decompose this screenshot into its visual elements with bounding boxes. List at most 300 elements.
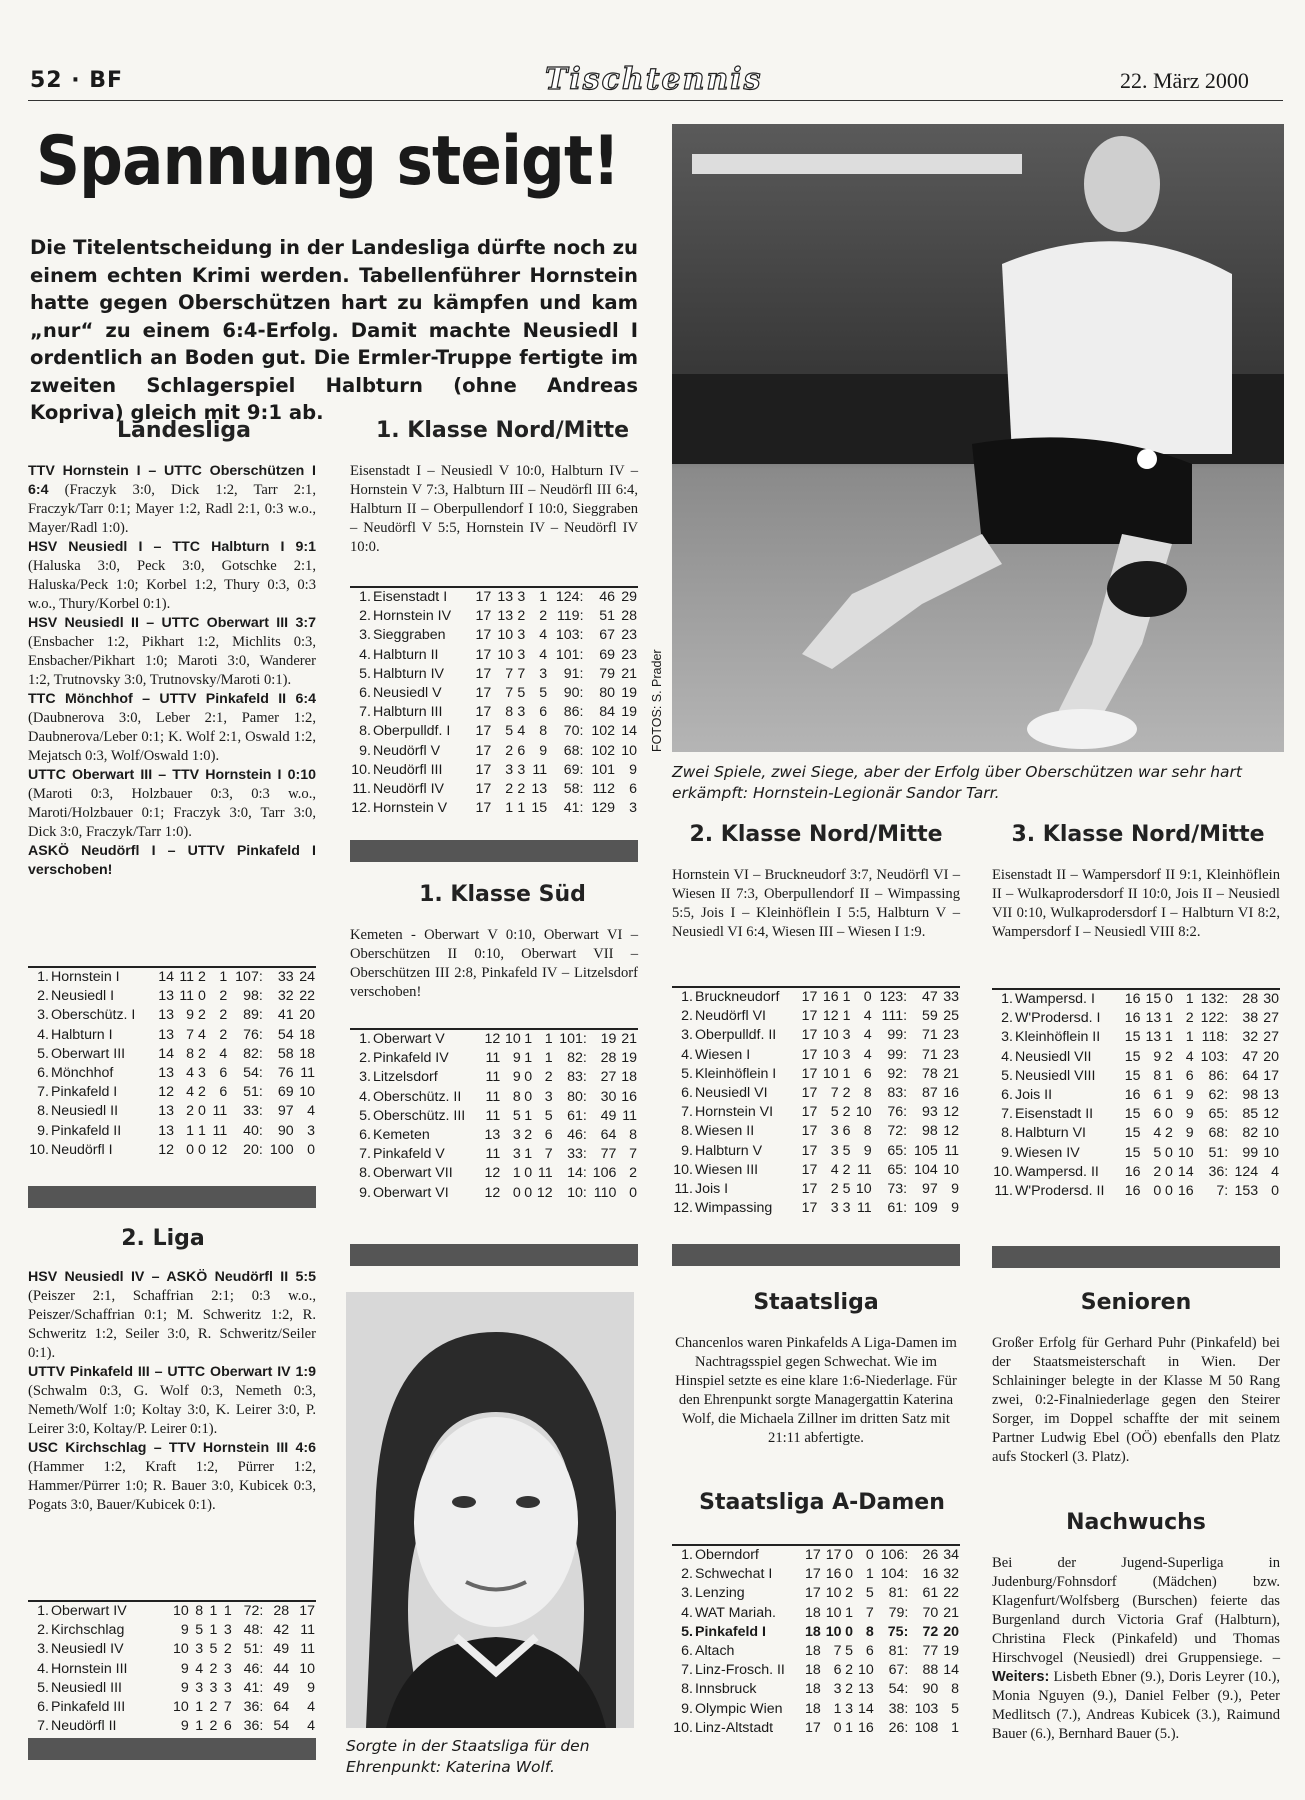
stat-cell: 5.	[681, 1623, 693, 1640]
stat-cell: 64	[600, 1127, 617, 1144]
stat-cell: 15	[1124, 1106, 1141, 1123]
stat-cell: 3	[517, 646, 526, 663]
stat-cell: 99:	[887, 1046, 908, 1063]
stat-cell: 4	[863, 1027, 872, 1044]
team-name: Eisenstadt II	[1015, 1106, 1094, 1123]
stat-cell: 4	[307, 1699, 315, 1716]
stat-cell: 7	[629, 1146, 637, 1163]
stat-cell: 32	[277, 988, 294, 1005]
stat-cell: 54	[277, 1026, 294, 1043]
match-details: (Schwalm 0:3, G. Wolf 0:3, Nemeth 0:3, Nemeth/Wolf 1:0; Koltay 3:0, K. Leirer 3:0, P. Leirer 3:0, Koltay/P. Leirer 0:1).	[28, 1383, 316, 1437]
stat-cell: 24	[299, 969, 315, 985]
stat-cell: 17	[475, 723, 492, 740]
k3nm-table-footer	[992, 1246, 1280, 1268]
team-name: Neusiedl I	[51, 988, 115, 1005]
stat-cell: 12	[158, 1141, 174, 1158]
stat-cell: 106	[592, 1165, 617, 1182]
stat-cell: 0	[198, 988, 206, 1005]
team-name: Pinkafeld V	[373, 1146, 445, 1163]
stat-cell: 3	[198, 1065, 206, 1082]
stat-cell: 64	[273, 1699, 290, 1716]
stat-cell: 8.	[359, 723, 371, 740]
stat-cell: 10	[621, 742, 637, 759]
table-row	[992, 1144, 1280, 1163]
stat-cell: 54:	[243, 1065, 263, 1082]
stat-cell: 0	[865, 1547, 874, 1563]
team-name: Neusiedl II	[51, 1103, 119, 1120]
match-report	[28, 1363, 316, 1439]
stat-cell: 9	[951, 1200, 959, 1217]
team-name: Halbturn II	[373, 646, 439, 663]
table-row	[350, 722, 638, 741]
stat-cell: 38	[1242, 1010, 1259, 1027]
stat-cell: 10	[1177, 1144, 1194, 1161]
match-result: ASKÖ Neudörfl I – UTTV Pinkafeld I verschoben!	[28, 843, 316, 878]
stat-cell: 78	[921, 1065, 938, 1082]
match-report	[28, 766, 316, 842]
stat-cell: 106:	[880, 1547, 909, 1563]
stat-cell: 30	[1263, 991, 1279, 1007]
stat-cell: 64	[1242, 1067, 1259, 1084]
stat-cell: 6	[219, 1065, 228, 1082]
table-row	[350, 1088, 638, 1107]
stat-cell: 16	[943, 1085, 959, 1102]
stat-cell: 17	[475, 742, 492, 759]
stat-cell: 10.	[673, 1161, 693, 1178]
table-row	[672, 1161, 960, 1180]
stat-cell: 0	[833, 1719, 842, 1736]
stat-cell: 1	[223, 1603, 232, 1619]
stat-cell: 82:	[567, 1050, 587, 1067]
portrait-image	[346, 1292, 634, 1728]
stat-cell: 2.	[681, 1008, 693, 1025]
team-name: Neudörfl VI	[695, 1008, 766, 1025]
stat-cell: 102	[591, 742, 616, 759]
stat-cell: 14	[158, 969, 174, 985]
stat-cell: 10	[504, 1031, 521, 1047]
stat-cell: 90:	[563, 685, 584, 702]
stat-cell: 7.	[37, 1084, 49, 1101]
stat-cell: 9	[186, 1007, 195, 1024]
stat-cell: 1	[524, 1107, 533, 1124]
table-row	[672, 1700, 960, 1719]
team-name: Schwechat I	[695, 1566, 773, 1583]
stat-cell: 18	[299, 1026, 315, 1043]
stat-cell: 8	[865, 1623, 874, 1640]
stat-cell: 103	[914, 1700, 939, 1717]
stat-cell: 124:	[555, 589, 584, 605]
photo-caption-wolf: Sorgte in der Staatsliga für den Ehrenpunkt: Katerina Wolf.	[346, 1737, 590, 1776]
stat-cell: 8	[195, 1603, 204, 1619]
stat-cell: 13	[158, 1026, 174, 1043]
match-details: (Hammer 1:2, Kraft 1:2, Pürrer 1:2, Hammer/Pürrer 1:0; R. Bauer 3:0, Kubicek 0:3, Pogats 3:0, Bauer/Kubicek 0:1).	[28, 1459, 316, 1513]
stat-cell: 1	[833, 1700, 842, 1717]
stat-cell: 28	[1242, 991, 1259, 1007]
section-title: Tischtennis	[545, 62, 763, 97]
table-row	[350, 1164, 638, 1183]
stat-cell: 17	[475, 704, 492, 721]
stat-cell: 72:	[243, 1603, 264, 1619]
stat-cell: 93	[921, 1104, 938, 1121]
stat-cell: 2	[223, 1641, 232, 1658]
stat-cell: 7	[865, 1604, 874, 1621]
stat-cell: 5	[517, 685, 526, 702]
stat-cell: 7	[517, 665, 526, 682]
stat-cell: 30	[600, 1088, 617, 1105]
stat-cell: 77	[600, 1146, 617, 1163]
stat-cell: 3	[517, 761, 526, 778]
stat-cell: 14	[621, 723, 637, 740]
stat-cell: 12	[158, 1084, 174, 1101]
table-row	[28, 1141, 316, 1160]
headline: Spannung steigt!	[36, 122, 620, 201]
team-name: Oberpulldf. I	[373, 723, 451, 740]
stat-cell: 3	[830, 1142, 839, 1159]
stat-cell: 5.	[359, 665, 371, 682]
stat-cell: 14:	[567, 1165, 587, 1182]
table-row	[672, 1719, 960, 1738]
stat-cell: 10.	[673, 1719, 693, 1736]
k3nm-table	[992, 988, 1280, 1201]
k1s-results: Kemeten - Oberwart V 0:10, Oberwart VI – Oberschützen II 0:10, Oberwart VII – Oberschützen III 2:8, Pinkafeld IV – Litzelsdorf verschoben!	[350, 927, 638, 1000]
stat-cell: 3	[209, 1679, 218, 1696]
stat-cell: 27	[600, 1069, 617, 1086]
stat-cell: 1	[209, 1603, 218, 1619]
table-row	[992, 1028, 1280, 1047]
stat-cell: 79:	[888, 1604, 909, 1621]
stat-cell: 4.	[37, 1026, 49, 1043]
team-name: Pinkafeld III	[51, 1699, 126, 1716]
staatsliga-text: Chancenlos waren Pinkafelds A Liga-Damen im Nachtragsspiel gegen Schwechat. Wie im Hinspiel setzte es eine klare 1:6-Niederlage. Für den Ehrenpunkt sorgte Managergattin Katerina Wolf, die Michaela Zillner im dritten Satz mit 21:11 abfertigte.	[675, 1335, 957, 1446]
stat-cell: 69	[277, 1084, 294, 1101]
stat-cell: 29	[621, 589, 637, 605]
stat-cell: 105	[914, 1142, 938, 1159]
stat-cell: 40:	[243, 1122, 263, 1139]
stat-cell: 58	[277, 1045, 294, 1062]
stat-cell: 4	[219, 1045, 228, 1062]
stat-cell: 4	[198, 1026, 206, 1043]
stat-cell: 1	[865, 1566, 874, 1583]
stat-cell: 17	[825, 1547, 842, 1563]
stat-cell: 0	[1164, 991, 1173, 1007]
team-name: Bruckneudorf	[695, 989, 780, 1005]
table-row	[672, 1046, 960, 1065]
table-row	[992, 1067, 1280, 1086]
stat-cell: 2	[209, 1660, 218, 1677]
stat-cell: 6.	[1001, 1087, 1013, 1104]
stat-cell: 36:	[243, 1699, 264, 1716]
match-report	[28, 1439, 316, 1515]
stat-cell: 8	[186, 1045, 195, 1062]
team-name: Neudörfl I	[51, 1141, 113, 1158]
stat-cell: 11	[179, 988, 195, 1005]
team-name: Neusiedl VIII	[1015, 1067, 1096, 1084]
table-row	[672, 1103, 960, 1122]
stat-cell: 17	[1263, 1067, 1279, 1084]
stat-cell: 89:	[243, 1007, 263, 1024]
stat-cell: 88	[922, 1662, 939, 1679]
stat-cell: 59	[921, 1008, 938, 1025]
team-name: Litzelsdorf	[373, 1069, 438, 1086]
stat-cell: 7	[505, 665, 514, 682]
stat-cell: 3	[842, 1046, 851, 1063]
stat-cell: 110	[593, 1184, 617, 1201]
stat-cell: 21	[943, 1604, 959, 1621]
heading-landesliga: Landesliga	[117, 418, 251, 443]
stat-cell: 10	[825, 1585, 842, 1602]
stat-cell: 16	[1124, 991, 1141, 1007]
stat-cell: 2	[505, 742, 514, 759]
stat-cell: 91:	[563, 665, 584, 682]
stat-cell: 0	[1164, 1106, 1173, 1123]
stat-cell: 10.	[351, 761, 371, 778]
table-row	[672, 1180, 960, 1199]
stat-cell: 11	[856, 1200, 872, 1217]
team-name: Jois I	[695, 1181, 729, 1198]
stat-cell: 9.	[359, 1184, 371, 1201]
stat-cell: 0	[186, 1141, 195, 1158]
stat-cell: 2.	[1001, 1010, 1013, 1027]
team-name: Wiesen II	[695, 1123, 755, 1140]
stat-cell: 16	[1124, 1010, 1141, 1027]
stat-cell: 7.	[681, 1104, 693, 1121]
stat-cell: 4.	[359, 646, 371, 663]
team-name: W'Prodersd. II	[1015, 1183, 1105, 1200]
stat-cell: 2	[219, 988, 228, 1005]
table-row	[672, 1623, 960, 1642]
team-name: WAT Mariah.	[695, 1604, 776, 1621]
stat-cell: 102	[591, 723, 616, 740]
nachwuchs-weiters-label: Weiters:	[992, 1669, 1050, 1685]
stat-cell: 82:	[243, 1045, 263, 1062]
stat-cell: 3	[517, 627, 526, 644]
stat-cell: 13	[531, 781, 548, 798]
stat-cell: 14	[158, 1045, 174, 1062]
stat-cell: 98:	[243, 988, 263, 1005]
stat-cell: 9.	[37, 1122, 49, 1139]
table-row	[672, 1604, 960, 1623]
stat-cell: 5	[544, 1107, 553, 1124]
stat-cell: 2	[198, 1045, 206, 1062]
stat-cell: 17	[801, 989, 818, 1005]
stat-cell: 1	[195, 1699, 204, 1716]
stat-cell: 2.	[37, 988, 49, 1005]
stat-cell: 67:	[888, 1662, 909, 1679]
photo-katerina-wolf	[346, 1292, 634, 1728]
stat-cell: 108	[914, 1719, 939, 1736]
heading-1-klasse-sued: 1. Klasse Süd	[419, 882, 586, 907]
stat-cell: 1	[505, 800, 514, 817]
table-row	[992, 990, 1280, 1009]
stat-cell: 0	[1164, 1183, 1173, 1200]
stat-cell: 13	[484, 1127, 501, 1144]
table-row	[28, 968, 316, 987]
stat-cell: 9	[180, 1679, 189, 1696]
stat-cell: 3	[505, 761, 514, 778]
stat-cell: 51:	[243, 1641, 264, 1658]
stat-cell: 49	[600, 1107, 617, 1124]
stat-cell: 132:	[1200, 991, 1229, 1007]
stat-cell: 1	[1164, 1029, 1173, 1046]
stat-cell: 1	[198, 1122, 206, 1139]
table-row	[350, 1107, 638, 1126]
table-row	[28, 1026, 316, 1045]
team-name: Olympic Wien	[695, 1700, 783, 1717]
stat-cell: 1.	[37, 969, 49, 985]
stat-cell: 0	[845, 1547, 854, 1563]
stat-cell: 12	[484, 1184, 501, 1201]
photo-credit: FOTOS: S. Prader	[650, 649, 664, 752]
stat-cell: 1	[1185, 991, 1194, 1007]
stat-cell: 97	[921, 1181, 938, 1198]
stat-cell: 17	[475, 800, 492, 817]
stat-cell: 10	[172, 1699, 189, 1716]
table-row	[992, 1009, 1280, 1028]
stat-cell: 17	[801, 1142, 818, 1159]
stat-cell: 1.	[37, 1603, 49, 1619]
team-name: Neusiedl VII	[1015, 1048, 1092, 1065]
stat-cell: 71	[921, 1046, 938, 1063]
stat-cell: 12	[943, 1104, 959, 1121]
stat-cell: 10	[855, 1104, 872, 1121]
stat-cell: 18	[805, 1681, 821, 1698]
stat-cell: 12.	[673, 1200, 693, 1217]
match-result: TTC Mönchhof – UTTV Pinkafeld II 6:4	[28, 691, 316, 707]
stat-cell: 12.	[351, 800, 371, 817]
stat-cell: 8	[863, 1085, 872, 1102]
stat-cell: 9	[629, 761, 637, 778]
stat-cell: 4.	[1001, 1048, 1013, 1065]
stat-cell: 18	[805, 1643, 821, 1660]
stat-cell: 1	[195, 1718, 204, 1735]
stat-cell: 11	[856, 1161, 872, 1178]
stat-cell: 12	[1263, 1106, 1279, 1123]
stat-cell: 46	[599, 589, 616, 605]
stat-cell: 8.	[359, 1165, 371, 1182]
stat-cell: 70:	[563, 723, 584, 740]
stat-cell: 1	[219, 969, 228, 985]
stat-cell: 17	[475, 665, 492, 682]
stat-cell: 4	[1153, 1125, 1162, 1142]
stat-cell: 25	[943, 1008, 959, 1025]
stat-cell: 119:	[556, 608, 584, 625]
stat-cell: 18	[299, 1045, 315, 1062]
table-row	[672, 1122, 960, 1141]
stat-cell: 9.	[681, 1142, 693, 1159]
stat-cell: 2	[198, 1084, 206, 1101]
stat-cell: 1	[524, 1050, 533, 1067]
k2nm-table	[672, 986, 960, 1218]
stat-cell: 11.	[674, 1181, 693, 1198]
table-row	[28, 1064, 316, 1083]
stat-cell: 2	[544, 1069, 553, 1086]
team-name: Mönchhof	[51, 1065, 114, 1082]
stat-cell: 2	[209, 1699, 218, 1716]
stat-cell: 14	[1177, 1163, 1194, 1180]
stat-cell: 11	[212, 1122, 228, 1139]
stat-cell: 23	[943, 1027, 959, 1044]
stat-cell: 6	[1153, 1087, 1162, 1104]
table-row	[350, 607, 638, 626]
stat-cell: 5	[842, 1142, 851, 1159]
stat-cell: 101:	[559, 1031, 587, 1047]
stat-cell: 11	[300, 1622, 315, 1639]
stat-cell: 8	[539, 723, 548, 740]
stat-cell: 5	[951, 1700, 959, 1717]
table-row	[992, 1124, 1280, 1143]
stat-cell: 16	[1124, 1183, 1141, 1200]
stat-cell: 84	[599, 704, 616, 721]
stat-cell: 2	[845, 1585, 854, 1602]
team-name: Halbturn I	[51, 1026, 113, 1043]
stat-cell: 75:	[887, 1623, 909, 1640]
table-row	[992, 1048, 1280, 1067]
table-row	[672, 1680, 960, 1699]
stat-cell: 0	[863, 989, 872, 1005]
stat-cell: 13	[158, 1122, 174, 1139]
stat-cell: 28	[600, 1050, 617, 1067]
stat-cell: 17	[475, 781, 492, 798]
stat-cell: 10	[172, 1641, 189, 1658]
stat-cell: 16	[858, 1719, 874, 1736]
stat-cell: 79	[599, 665, 616, 682]
stat-cell: 6	[865, 1643, 874, 1660]
stat-cell: 10	[497, 646, 514, 663]
stat-cell: 6	[219, 1084, 228, 1101]
stat-cell: 19	[943, 1643, 959, 1660]
stat-cell: 15	[1124, 1144, 1141, 1161]
stat-cell: 4	[830, 1161, 839, 1178]
stat-cell: 10	[858, 1662, 874, 1679]
team-name: Oberwart III	[51, 1045, 126, 1062]
stat-cell: 81:	[888, 1643, 909, 1660]
team-name: Pinkafeld I	[695, 1623, 766, 1640]
stat-cell: 10.	[993, 1163, 1013, 1180]
stat-cell: 3.	[359, 627, 371, 644]
stat-cell: 44	[273, 1660, 290, 1677]
match-result: HSV Neusiedl II – UTTC Oberwart III 3:7	[28, 615, 316, 631]
stat-cell: 3	[629, 800, 637, 817]
match-report	[28, 538, 316, 614]
stat-cell: 2.	[359, 608, 371, 625]
table-row	[28, 1006, 316, 1025]
stat-cell: 9	[180, 1660, 189, 1677]
stat-cell: 8	[1153, 1067, 1162, 1084]
table-row	[350, 703, 638, 722]
stat-cell: 1.	[1001, 991, 1013, 1007]
team-name: Linz-Frosch. II	[695, 1662, 785, 1679]
stat-cell: 9	[512, 1050, 521, 1067]
table-row	[672, 1584, 960, 1603]
stat-cell: 3.	[681, 1585, 693, 1602]
stat-cell: 18	[805, 1623, 821, 1640]
stat-cell: 72:	[887, 1123, 908, 1140]
stat-cell: 1.	[681, 989, 693, 1005]
stat-cell: 4	[863, 1008, 872, 1025]
stat-cell: 28	[621, 608, 637, 625]
stat-cell: 6.	[37, 1065, 49, 1082]
stat-cell: 9	[512, 1069, 521, 1086]
team-name: Pinkafeld I	[51, 1084, 118, 1101]
team-name: Jois II	[1015, 1087, 1053, 1104]
stat-cell: 80:	[567, 1088, 587, 1105]
photo-sandor-tarr	[672, 124, 1284, 752]
table-row	[28, 1122, 316, 1141]
match-details: (Ensbacher 1:2, Pikhart 1:2, Michlits 0:3, Ensbacher/Pikhart 1:0; Maroti 3:0, Wanderer 1:2, Trutnovsky 3:0, Trutnovsky/Maroti 0:1).	[28, 634, 316, 688]
team-name: Wimpassing	[695, 1200, 773, 1217]
team-name: Neudörfl V	[373, 742, 441, 759]
k1nm-table	[350, 586, 638, 818]
